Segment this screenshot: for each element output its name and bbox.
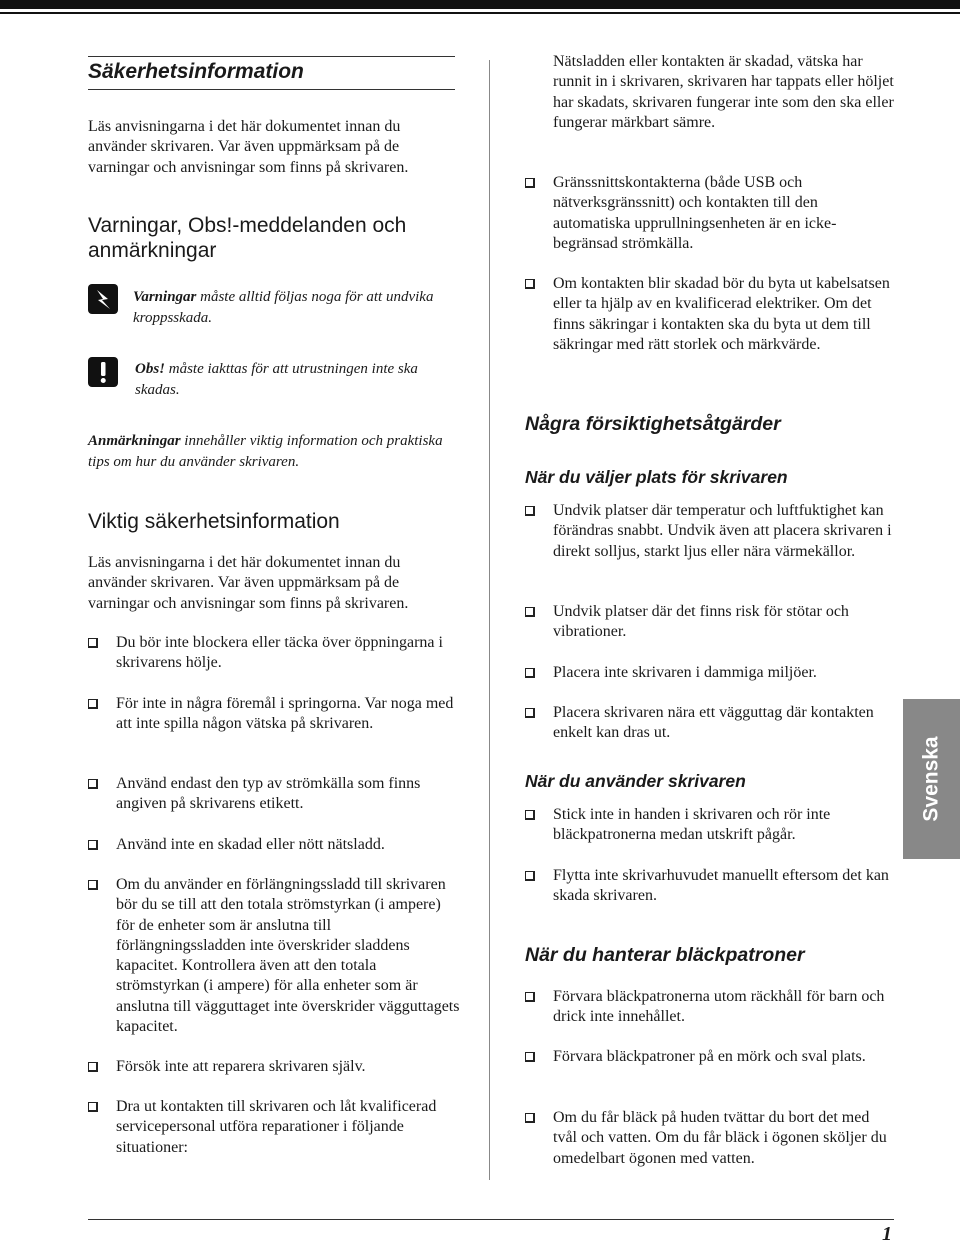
checkbox-bullet-icon (88, 1062, 98, 1072)
language-tab (903, 699, 960, 859)
title-rule-top (88, 56, 455, 57)
list-item: Försök inte att reparera skrivaren själv. (88, 1057, 460, 1077)
list-item: Undvik platser där det finns risk för stötar och vibrationer. (525, 602, 897, 643)
page-title: Säkerhetsinformation (88, 60, 304, 83)
checkbox-bullet-icon (525, 607, 535, 617)
checkbox-bullet-icon (88, 638, 98, 648)
list-item: Placera skrivaren nära ett vägguttag där kontakten enkelt kan dras ut. (525, 703, 897, 744)
list-item: Använd inte en skadad eller nött nätsladd. (88, 835, 460, 855)
checkbox-bullet-icon (525, 279, 535, 289)
important-intro: Läs anvisningarna i det här dokumentet innan du använder skrivaren. Var även uppmärksam på de varningar och anvisningar som finns på skrivaren. (88, 554, 409, 612)
list-item: Om du använder en förlängningssladd till skrivaren bör du se till att den totala strömstyrkan (i ampere) för de enheter som är anslutna till förlängningssladden inte överskrider sladdens kapacitet. Kontrollera även att den totala strömstyrkan (i ampere) för alla enheter som är anslutna till vägguttaget inte överskrider vägguttagets kapacitet. (88, 875, 460, 1037)
checkbox-bullet-icon (525, 178, 535, 188)
checkbox-bullet-icon (525, 1052, 535, 1062)
checkbox-bullet-icon (525, 1113, 535, 1123)
checkbox-bullet-icon (525, 992, 535, 1002)
place-heading: När du väljer plats för skrivaren (525, 467, 788, 487)
list-item: Gränssnittskontakterna (både USB och nätverksgränssnitt) och kontakten till den automatiska upprullningsenheten är en icke-begränsad strömkälla. (525, 173, 897, 254)
warning-icon (88, 284, 118, 314)
list-item: Om du får bläck på huden tvättar du bort det med tvål och vatten. Om du får bläck i ögonen sköljer du omedelbart ögonen med vatten. (525, 1108, 897, 1169)
checkbox-bullet-icon (88, 880, 98, 890)
note-label: Anmärkningar (88, 433, 181, 449)
continuation-paragraph: Nätsladden eller kontakten är skadad, vätska har runnit in i skrivaren, skrivaren har tappats eller höljet har skadats, skrivaren fungerar inte som den ska eller fungerar märkbart sämre. (553, 53, 894, 131)
list-item: Förvara bläckpatronerna utom räckhåll för barn och drick inte innehållet. (525, 987, 897, 1028)
checkbox-bullet-icon (88, 1102, 98, 1112)
intro-paragraph: Läs anvisningarna i det här dokumentet innan du använder skrivaren. Var även uppmärksam på de varningar och anvisningar som finns på skrivaren. (88, 118, 409, 176)
checkbox-bullet-icon (525, 708, 535, 718)
caution-label: Obs! (135, 361, 166, 377)
header-rule-thin (0, 12, 960, 14)
checkbox-bullet-icon (88, 840, 98, 850)
list-item: Placera inte skrivaren i dammiga miljöer. (525, 663, 897, 683)
column-divider (489, 60, 490, 1180)
list-item: Dra ut kontakten till skrivaren och låt kvalificerad servicepersonal utföra reparationer i följande situationer: (88, 1097, 460, 1158)
checkbox-bullet-icon (525, 506, 535, 516)
footer-rule (88, 1219, 894, 1220)
list-item: Förvara bläckpatroner på en mörk och sval plats. (525, 1047, 897, 1067)
checkbox-bullet-icon (88, 779, 98, 789)
list-item: Om kontakten blir skadad bör du byta ut kabelsatsen eller ta hjälp av en kvalificerad elektriker. Om det finns säkringar i kontakten ska du byta ut dem till säkringar med rätt storlek och märkvärde. (525, 274, 897, 355)
warning-description: Varningar måste alltid följas noga för att undvika kroppsskada. (133, 289, 434, 326)
list-item: Flytta inte skrivarhuvudet manuellt eftersom det kan skada skrivaren. (525, 866, 897, 907)
precautions-heading: Några försiktighetsåtgärder (525, 413, 781, 435)
checkbox-bullet-icon (525, 810, 535, 820)
list-item: Använd endast den typ av strömkälla som finns angiven på skrivarens etikett. (88, 774, 460, 815)
list-item: Stick inte in handen i skrivaren och rör inte bläckpatronerna medan utskrift pågår. (525, 805, 897, 846)
list-item: Du bör inte blockera eller täcka över öppningarna i skrivarens hölje. (88, 633, 460, 674)
caution-description: Obs! måste iakttas för att utrustningen inte ska skadas. (135, 361, 418, 398)
header-rule-thick (0, 0, 960, 9)
notes-heading: Varningar, Obs!-meddelanden och anmärkningar (88, 214, 407, 262)
checkbox-bullet-icon (525, 871, 535, 881)
title-rule-bottom (88, 89, 455, 90)
checkbox-bullet-icon (525, 668, 535, 678)
page-number: 1 (882, 1223, 892, 1245)
language-tab-label: Svenska (919, 736, 943, 822)
checkbox-bullet-icon (88, 699, 98, 709)
important-heading: Viktig säkerhetsinformation (88, 510, 340, 533)
use-heading: När du använder skrivaren (525, 771, 746, 791)
caution-icon (88, 357, 118, 387)
note-description: Anmärkningar innehåller viktig information och praktiska tips om hur du använder skrivaren. (88, 433, 443, 470)
ink-heading: När du hanterar bläckpatroner (525, 944, 805, 966)
list-item: Undvik platser där temperatur och luftfuktighet kan förändras snabbt. Undvik även att placera skrivaren i direkt solljus, starkt ljus eller nära värmekällor. (525, 501, 897, 562)
warning-label: Varningar (133, 289, 197, 305)
list-item: För inte in några föremål i springorna. Var noga med att inte spilla någon vätska på skrivaren. (88, 694, 460, 735)
